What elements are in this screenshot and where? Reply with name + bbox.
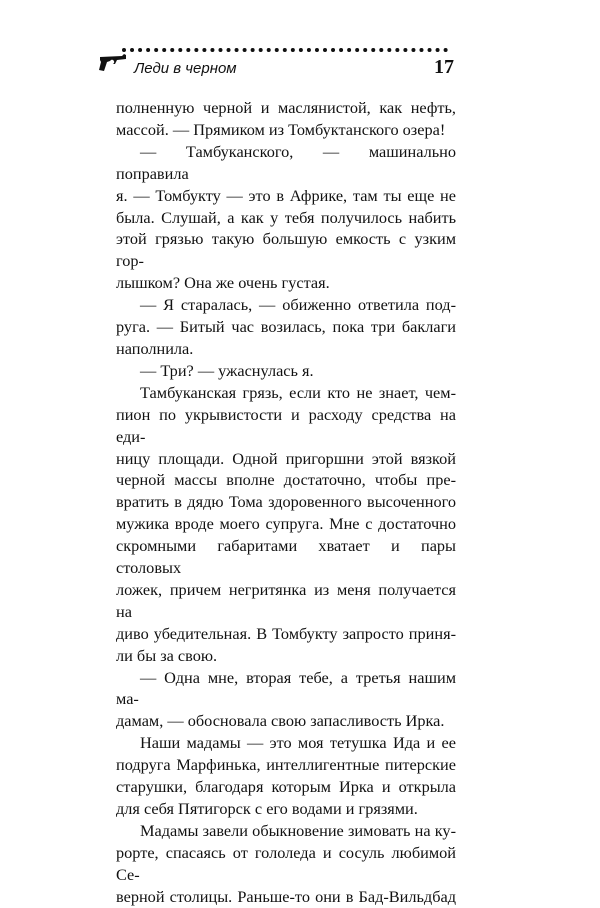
text-line: — Три? — ужаснулась я. — [140, 360, 314, 380]
text-line: — Я старалась, — обиженно ответила под- — [140, 295, 456, 315]
body-text — [116, 97, 456, 908]
text-line: старушки, благодаря которым Ирка и открыла — [116, 777, 456, 797]
text-line: руга. — Битый час возилась, пока три баклаги — [116, 317, 456, 337]
text-line: диво убедительная. В Томбукту запросто приня- — [116, 623, 456, 643]
text-line: — Тамбуканского, — машинально поправила — [116, 141, 456, 183]
text-line: для себя Пятигорск с его водами и грязями. — [116, 799, 418, 818]
running-title: Леди в черном — [134, 60, 237, 77]
text-line: ли бы за свою. — [116, 645, 218, 665]
text-line: дамам, — обосновала свою запасливость Ирка. — [116, 711, 445, 731]
text-line: черной массы вполне достаточно, чтобы пре- — [116, 470, 456, 490]
revolver-icon — [98, 52, 130, 74]
text-line: Мадамы завели обыкновение зимовать на ку- — [140, 820, 456, 840]
text-line: ницу площади. Одной пригоршни этой вязкой — [116, 448, 456, 468]
text-line: пион по укрывистости и расходу средства на еди- — [116, 404, 456, 446]
page-header — [100, 40, 456, 88]
text-line: подруга Марфинька, интеллигентные питерские — [116, 755, 456, 775]
text-line: вратить в дядю Тома здоровенного высоченного — [116, 492, 456, 512]
text-line: — Одна мне, вторая тебе, а третья нашим ма- — [116, 667, 456, 709]
text-line: верной столицы. Раньше-то они в Бад-Вильдбад — [116, 886, 456, 906]
text-line: наполнила. — [116, 338, 194, 358]
text-line: рорте, спасаясь от гололеда и сосуль любимой Се- — [116, 842, 456, 884]
text-line: ложек, причем негритянка из меня получается на — [116, 579, 456, 621]
page-number: 17 — [434, 56, 454, 78]
text-line: я. — Томбукту — это в Африке, там ты еще не — [116, 185, 456, 205]
dotted-rule — [122, 48, 448, 52]
text-line: лышком? Она же очень густая. — [116, 273, 330, 293]
text-line: этой грязью такую большую емкость с узким гор- — [116, 229, 456, 271]
text-line: Тамбуканская грязь, если кто не знает, чем- — [140, 382, 456, 402]
text-line: полненную черной и маслянистой, как нефть, — [116, 98, 456, 117]
text-line: была. Слушай, а как у тебя получилось набить — [116, 207, 456, 227]
text-line: мужика вроде моего супруга. Мне с достаточно — [116, 514, 456, 534]
text-line: Наши мадамы — это моя тетушка Ида и ее — [140, 733, 456, 753]
text-line: скромными габаритами хватает и пары столовых — [116, 536, 456, 578]
text-line: массой. — Прямиком из Томбуктанского озера! — [116, 119, 446, 139]
